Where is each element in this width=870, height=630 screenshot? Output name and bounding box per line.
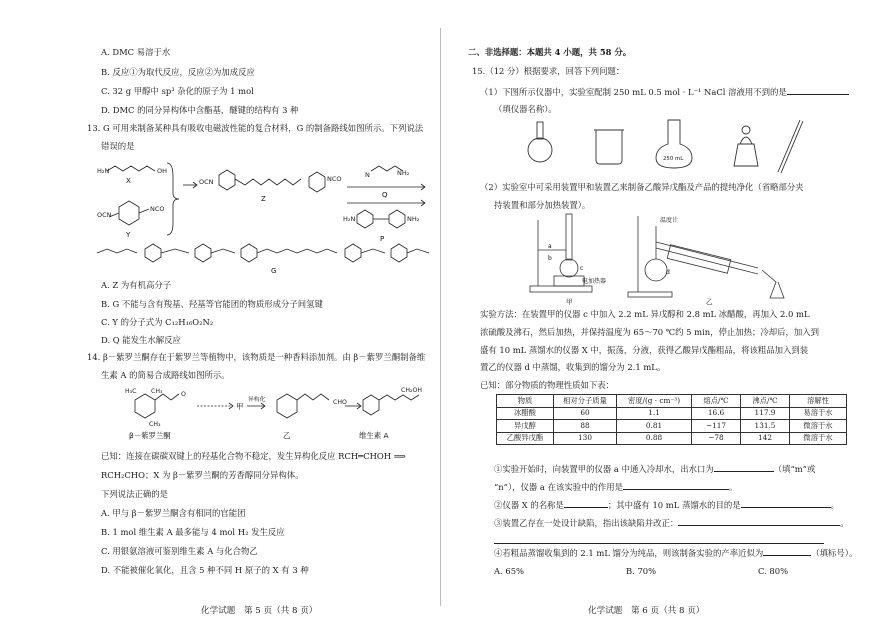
q13-option-c: C. Y 的分子式为 C₁₂H₁₆O₂N₂	[101, 317, 214, 327]
table-cell: 142	[741, 432, 790, 445]
table-cell: 16.6	[692, 407, 741, 420]
q15-2-line1: （2）实验室中可采用装置甲和装置乙来制备乙酸异戊酯及产品的提纯净化（省略部分夹	[480, 182, 804, 192]
q15-1-line1: （1）下图所示仪器中，实验室配制 250 mL 0.5 mol · L⁻¹ NaCl 溶液用不到的是	[480, 85, 849, 98]
footer-page-6: 化学试题 第 6 页（共 8 页）	[588, 606, 705, 616]
q13-option-a: A. Z 为有机高分子	[101, 280, 172, 290]
svg-text:OCN: OCN	[97, 211, 112, 219]
q13-option-d: D. Q 能发生水解反应	[101, 335, 181, 345]
table-header: 密度/(g · cm⁻³)	[617, 395, 692, 408]
q12-option-c: C. 32 g 甲醇中 sp³ 杂化的原子为 1 mol	[101, 86, 254, 96]
method-line2: 浓硫酸及沸石，然后加热，并保持温度为 65～70 ℃约 5 min，停止加热；冷却后，加入到	[480, 327, 820, 337]
svg-text:CH₂OH: CH₂OH	[401, 387, 422, 394]
sub-question-4: ④若粗品蒸馏收集到的 2.1 mL 馏分为纯品，则该制备实验的产率近似为 （填标号）。	[494, 548, 858, 558]
sub-question-1-line1: ①实验开始时，向装置甲的仪器 a 中通入冷却水，出水口为 （填“m”或	[494, 464, 816, 474]
svg-text:H₂N: H₂N	[343, 215, 356, 223]
choice-c: C. 80%	[758, 566, 789, 576]
label-x: X	[126, 177, 131, 185]
table-header: 沸点/℃	[741, 395, 790, 408]
q14-known-line1: 已知：连接在碳碳双键上的羟基化合物不稳定，发生异构化反应 RCH═CHOH ⟹	[101, 451, 406, 461]
q12-option-a: A. DMC 易溶于水	[101, 47, 171, 57]
label-yi: 乙	[283, 431, 291, 440]
table-header: 物质	[497, 395, 554, 408]
svg-text:O: O	[181, 391, 186, 398]
table-cell: 88	[554, 420, 617, 433]
label-jia: 甲	[236, 402, 244, 411]
table-cell: 131.5	[741, 420, 790, 433]
svg-text:OH: OH	[157, 167, 168, 175]
table-header: 溶解性	[790, 395, 847, 408]
q14-stem-line1: 14. β－紫罗兰酮存在于紫罗兰等植物中，该物质是一种香料添加剂。由 β－紫罗兰酮制备维	[87, 352, 426, 362]
q15-2-line2: 持装置和部分加热装置）。	[494, 200, 591, 210]
q14-question: 下列说法正确的是	[101, 489, 168, 499]
method-line4: 置乙的仪器 d 中蒸馏，收集到的馏分为 2.1 mL。	[480, 362, 666, 372]
label-g: G	[271, 267, 277, 275]
method-line3: 盛有 10 mL 蒸馏水的仪器 X 中，振荡，分液，获得乙酸异戊酯粗品，将该粗品加入到装	[480, 345, 809, 355]
sub-question-2: ②仪器 X 的名称是 ；其中盛有 10 mL 蒸馏水的目的是 。	[494, 500, 839, 510]
method-line1: 实验方法：在装置甲的仪器 c 中加入 2.2 mL 异戊醇和 2.8 mL 冰醋酸，再加入 2.0 mL	[480, 309, 810, 319]
flask-volume-label: 250 mL	[663, 156, 684, 162]
physical-properties-table	[496, 394, 847, 445]
q15-1-line2: （填仪器名称）。	[494, 104, 557, 114]
q12-option-d: D. DMC 的同分异构体中含酯基，醚键的结构有 3 种	[101, 105, 299, 115]
app-label-a: a	[548, 243, 552, 250]
table-cell: −117	[692, 420, 741, 433]
left-column	[15, 0, 426, 630]
table-cell: 1.1	[617, 407, 692, 420]
q14-option-a: A. 甲与 β－紫罗兰酮含有相同的官能团	[101, 508, 246, 518]
svg-text:OCN: OCN	[199, 178, 214, 186]
label-isomerization: 异构化	[248, 397, 266, 403]
table-cell: 异戊醇	[497, 420, 554, 433]
label-beta-ionone: β－紫罗兰酮	[129, 431, 171, 440]
q13-stem-line1: 13. G 可用来制备某种具有吸收电磁波性能的复合材料，G 的制备路线如图所示。下列说法	[87, 123, 424, 133]
q14-stem-line2: 生素 A 的简易合成路线如图所示。	[101, 370, 230, 380]
apparatus-diagram	[528, 210, 808, 306]
svg-text:NH₂: NH₂	[397, 169, 410, 177]
q14-known-line2: RCH₂CHO；X 为 β－紫罗兰酮的芳香醇同分异构体。	[101, 470, 304, 480]
table-intro: 已知：部分物质的物理性质如下表：	[480, 380, 614, 390]
choice-a: A. 65%	[494, 566, 524, 576]
right-column	[458, 0, 863, 630]
table-row	[497, 407, 847, 420]
app-label-c: c	[580, 265, 584, 272]
label-p: P	[380, 235, 385, 243]
q15-stem: 15.（12 分）根据要求，回答下列问题：	[472, 66, 625, 76]
app-label-d: d	[666, 269, 670, 276]
table-header-row	[497, 395, 847, 408]
svg-text:NH₂: NH₂	[407, 215, 420, 223]
sub-question-1-line2: “n”），仪器 a 在该实验中的作用是 。	[494, 482, 738, 492]
q12-option-b: B. 反应①为取代反应，反应②为加成反应	[101, 67, 255, 77]
table-cell: 乙酸异戊酯	[497, 432, 554, 445]
footer-page-5: 化学试题 第 5 页（共 8 页）	[201, 606, 318, 616]
label-q: Q	[382, 191, 388, 199]
table-cell: 60	[554, 407, 617, 420]
q14-option-d: D. 不能被催化氧化，且含 5 种不同 H 原子的 X 有 3 种	[101, 565, 309, 575]
table-cell: −78	[692, 432, 741, 445]
choice-b: B. 70%	[626, 566, 657, 576]
app-label-thermometer: 温度计	[660, 217, 679, 224]
svg-text:CH₃: CH₃	[149, 421, 161, 428]
table-cell: 117.9	[741, 407, 790, 420]
table-cell: 微溶于水	[790, 432, 847, 445]
svg-text:H₃C: H₃C	[125, 388, 137, 395]
q13-synthesis-scheme	[95, 157, 435, 275]
table-header: 相对分子质量	[554, 395, 617, 408]
label-z: Z	[261, 195, 266, 203]
sub-question-3: ③装置乙存在一处设计缺陷，指出该缺陷并改正： 。	[494, 518, 849, 528]
q13-option-b: B. G 不能与含有羧基、羟基等官能团的物质形成分子间氢键	[101, 299, 323, 309]
table-cell: 130	[554, 432, 617, 445]
svg-text:N: N	[365, 171, 370, 179]
table-cell: 微溶于水	[790, 420, 847, 433]
table-cell: 易溶于水	[790, 407, 847, 420]
q13-stem-line2: 错误的是	[101, 141, 135, 151]
app-label-yi: 乙	[706, 298, 713, 306]
svg-text:CH₃: CH₃	[151, 388, 163, 395]
app-label-jia: 甲	[566, 298, 573, 306]
glassware-illustration	[518, 116, 818, 176]
svg-text:NCO: NCO	[150, 205, 165, 213]
section-heading: 二、非选择题：本题共 4 小题，共 58 分。	[468, 47, 632, 57]
table-cell: 0.88	[617, 432, 692, 445]
q14-synthesis-scheme	[105, 384, 425, 440]
table-cell: 冰醋酸	[497, 407, 554, 420]
q14-option-c: C. 用银氨溶液可鉴别维生素 A 与化合物乙	[101, 546, 258, 556]
table-row	[497, 432, 847, 445]
app-label-b: b	[548, 255, 552, 262]
table-row	[497, 420, 847, 433]
label-y: Y	[126, 231, 131, 239]
column-divider	[440, 28, 441, 606]
svg-text:H₂N: H₂N	[97, 167, 110, 175]
label-vitamin-a: 维生素 A	[359, 431, 389, 440]
svg-text:NCO: NCO	[327, 175, 342, 183]
table-cell: 0.81	[617, 420, 692, 433]
svg-text:CHO: CHO	[333, 399, 347, 406]
q14-option-b: B. 1 mol 维生素 A 最多能与 4 mol H₂ 发生反应	[101, 527, 285, 537]
table-header: 熔点/℃	[692, 395, 741, 408]
app-label-heater: 电加热器	[582, 278, 607, 285]
